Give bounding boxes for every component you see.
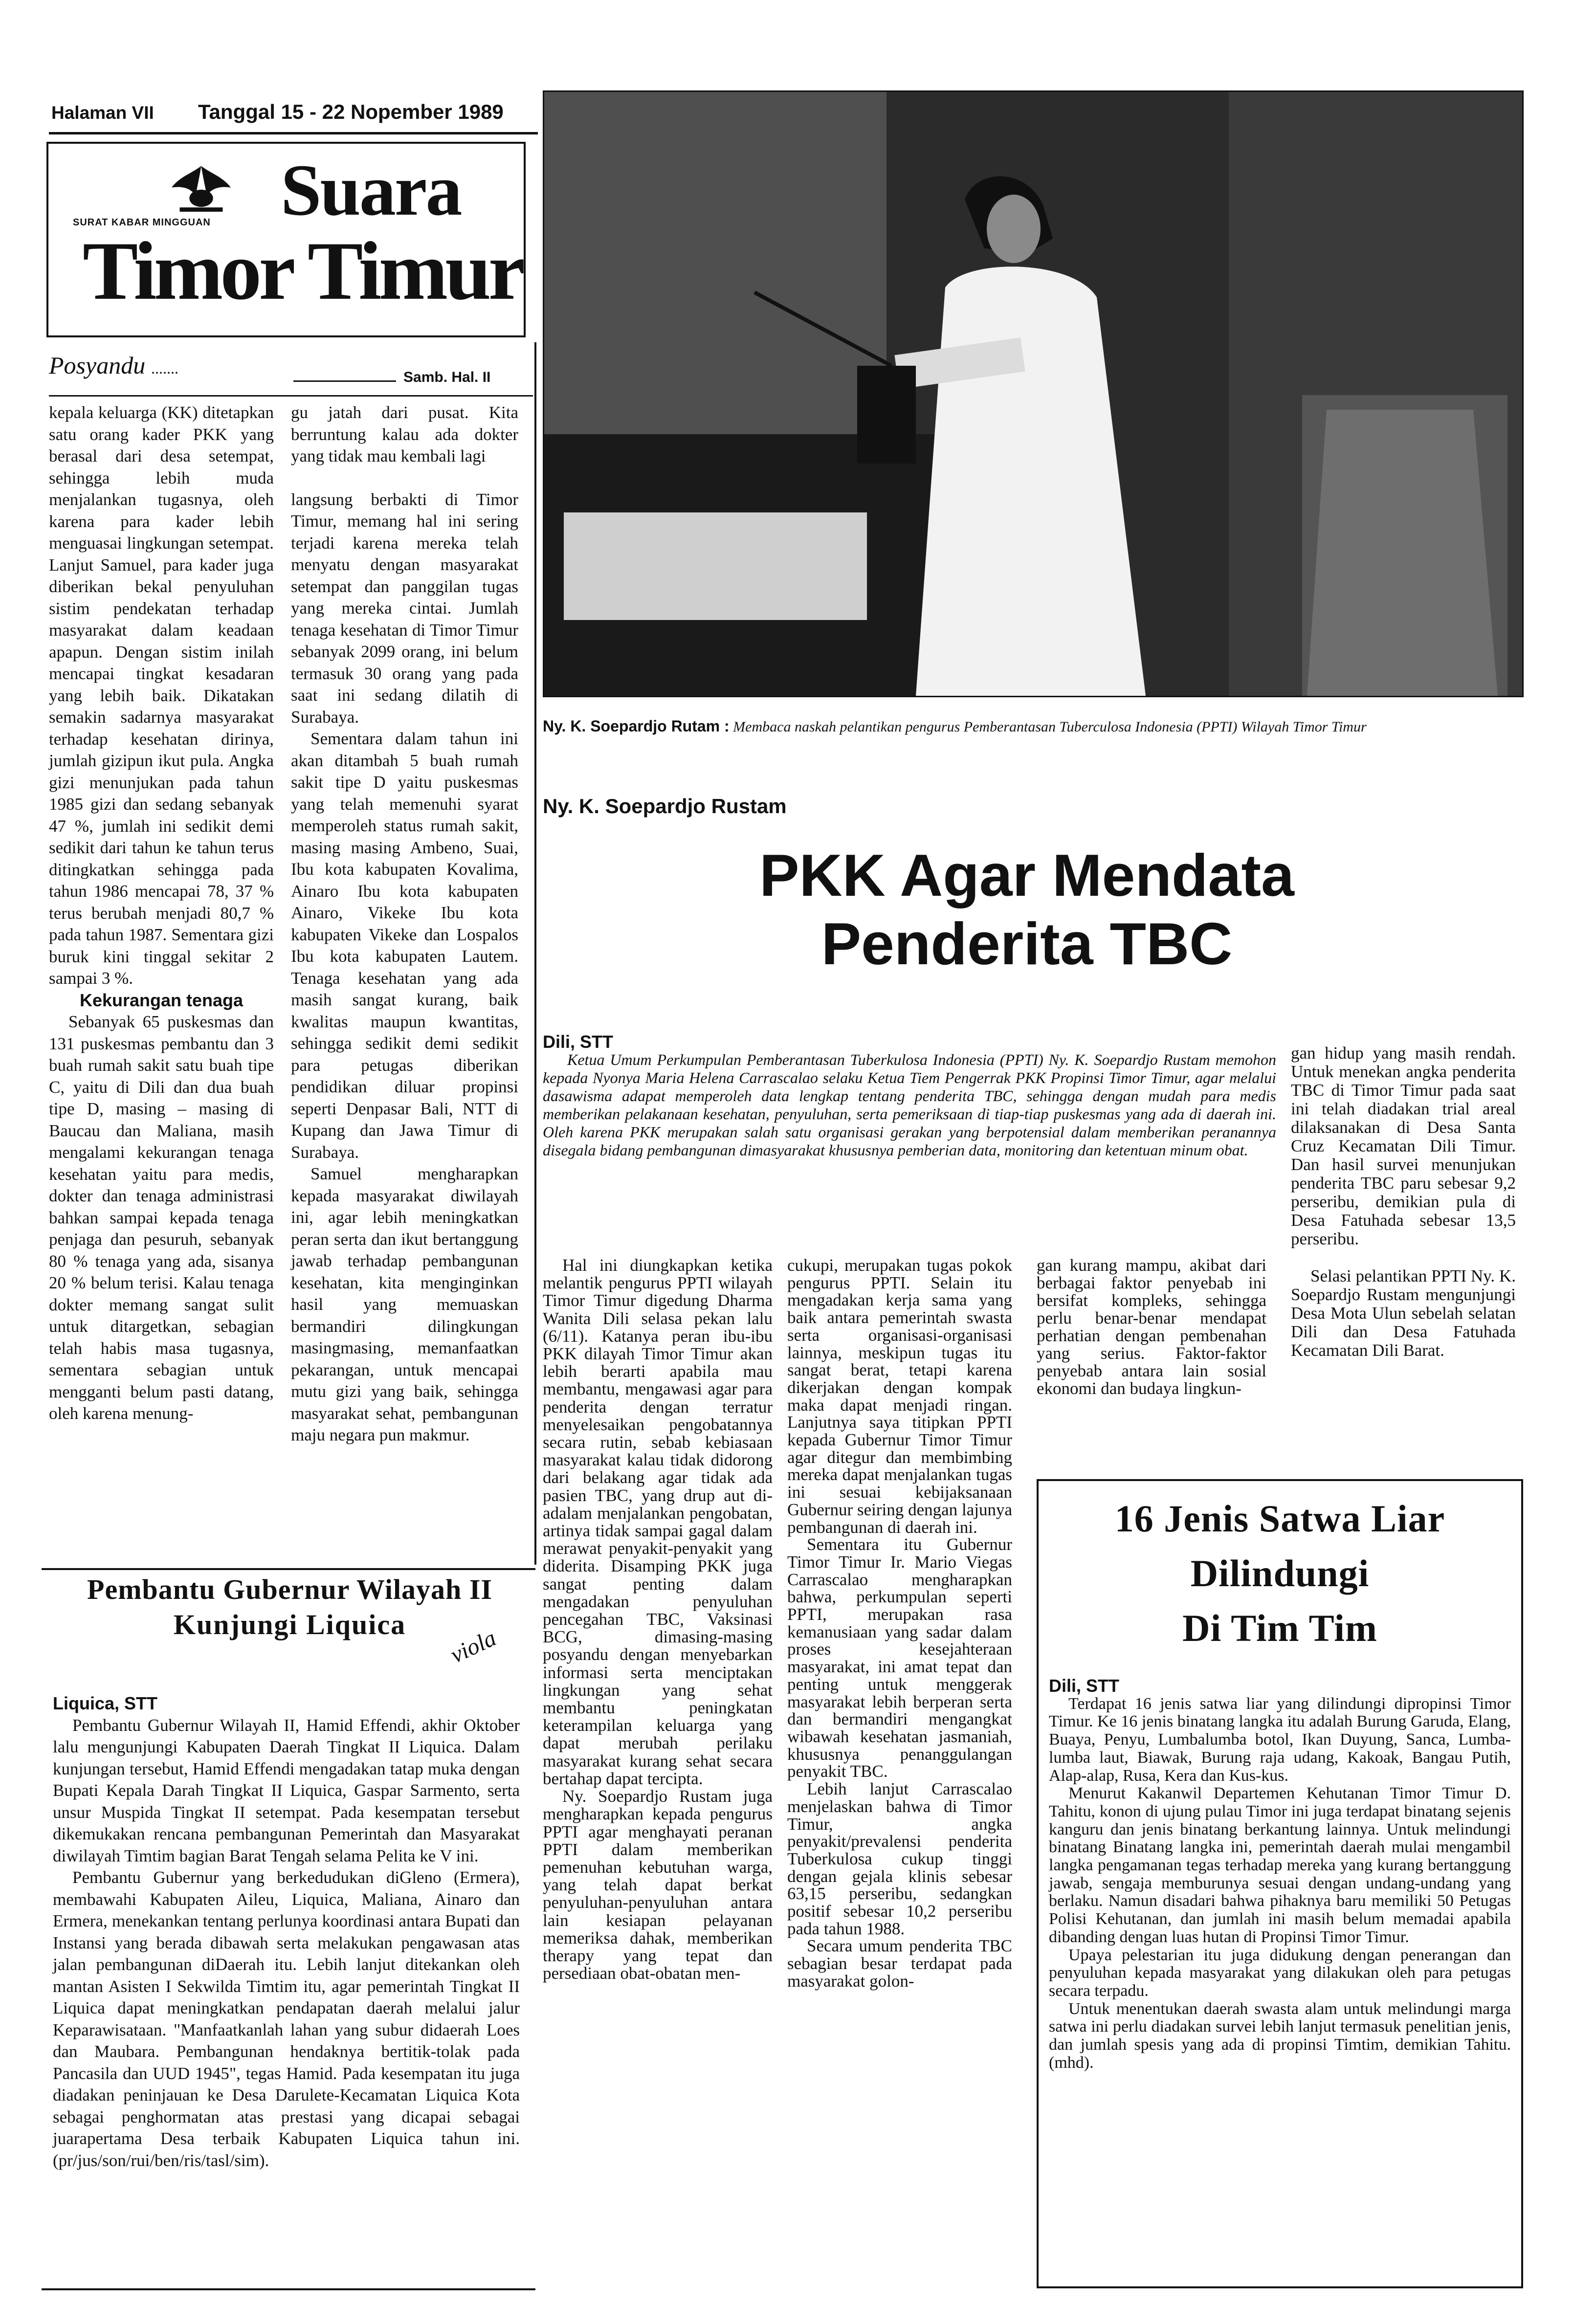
headline-line: Di Tim Tim [1182,1607,1377,1649]
paragraph: Selasi pelantikan PPTI Ny. K. Soepardjo Rustam mengunjungi Desa Mota Ulun sebelah selatan Dili dan Desa Fatuhada Kecamatan Dili Barat. [1291,1266,1516,1360]
satwa-headline [1042,1491,1518,1656]
paragraph: Pembantu Gubernur yang berkedudukan diGleno (Ermera), membawahi Kabupaten Aileu, Liquica, Maliana, Ainaro dan Ermera, menekankan tentang perlunya koordinasi antara Bupati dan Instansi yang berada dibawah serta melakukan pengawasan atas jalan pembangunan diDaerah itu. Lebih lanjut ditekankan oleh mantan Asisten I Sekwilda Timtim itu, agar pemerintah Tingkat II Liquica dapat meningkatkan pendapatan daerah melalui jalur Keparawisataan. "Manfaatkanlah lahan yang subur didaerah Loes dan Maubara. Pembangunan hendaknya bertitik-tolak pada Pancasila dan UUD 1945", tegas Hamid. Pada kesempatan itu juga diadakan peninjauan ke Desa Darulete-Kecamatan Liquica Kota sebagai penghormatan atas prestasi yang dicapai sebagai juarapertama Desa terbaik Kabupaten Liquica tahun ini. (pr/jus/son/rui/ben/ris/tasl/sim). [53,1868,520,2170]
pkk-col-d [1291,1044,1516,1360]
kicker-underline [49,395,533,397]
paragraph: Menurut Kakanwil Departemen Kehutanan Timor Timur D. Tahitu, konon di ujung pulau Timor ini juga terdapat binatang sejenis kanguru dan jenis binatang berkantung lainnya. Untuk melindungi binatang Binatang langka ini, pemerintah daerah mulai mengambil langka pengamanan tegas terhadap mereka yang kurang bertanggung jawab, sengaja memburunya sesuai dengan undang-undang yang berlaku. Namun disadari bahwa pihaknya baru memiliki 50 Petugas Polisi Kehutanan, dan jumlah ini masih belum memadai apabila dibanding dengan luas hutan di Propinsi Timor Timur. [1049,1784,1511,1946]
pembantu-body [53,1693,520,2171]
satwa-body [1049,1677,1511,2072]
paragraph: Sementara itu Gubernur Timor Timur Ir. Mario Viegas Carrascalao mengharapkan bahwa, perkumpulan seperti PPTI, merupakan rasa kemanusiaan yang sadar dalam proses kesejahteraan masyarakat, ini amat tepat dan penting untuk menggerak masyarakat lebih berperan serta dan bermandiri mengangkat wibawah kesehatan jasmaniah, khususnya penanggulangan penyakit TBC. [787,1535,1012,1781]
paragraph: gan hidup yang masih rendah. Untuk menekan angka penderita TBC di Timor Timur pada saat ini telah diadakan trial areal dilaksanakan di Desa Santa Cruz Kecamatan Dili Timur. Dan hasil survei menunjukan penderita TBC paru sebesar 9,2 perseribu, demikian pula di Desa Fatuhada sebesar 13,5 perseribu. [1291,1043,1516,1248]
handwritten-note: viola [446,1625,500,1668]
story-bottom-rule [42,2288,535,2290]
caption-name: Ny. K. Soepardjo Rutam : [543,717,730,735]
photo-scene [544,92,1522,696]
paragraph: Ny. Soepardjo Rustam juga mengharapkan kepada pengurus PPTI agar menghayati peranan PPTI dalam memberikan pemenuhan kebutuhan warga, yang telah dapat berkat penyuluhan-penyuluhan antara lain kesiapan pelayanan memeriksa dahak, memberikan therapy yang tepat dan persediaan obat-obatan men- [543,1787,773,1983]
masthead [46,142,526,337]
paragraph: Upaya pelestarian itu juga didukung dengan penerangan dan penyuluhan kepada masyarakat yang dilakukan oleh para petugas secara terpadu. [1049,1946,1511,2000]
kicker [49,351,179,379]
paragraph: Sementara dalam tahun ini akan ditambah 5 buah rumah sakit tipe D yaitu puskesmas yang telah memenuhi syarat memperoleh status rumah sakit, masing masing Ambeno, Suai, Ibu kota kabupaten Kovalima, Ainaro Ibu kota kabupaten Ainaro, Vikeke Ibu kota kabupaten Vikeke dan Lospalos Ibu kota kabupaten Lautem. Tenaga kesehatan yang ada masih sangat kurang, baik kwalitas maupun kwantitas, sehingga sedikit demi sedikit para petugas diberikan pendidikan diluar propinsi seperti Denpasar Bali, NTT di Kupang dan Jawa Timur di Surabaya. [291,729,518,1162]
paragraph: langsung berbakti di Timor Timur, memang hal ini sering terjadi karena mereka telah menyatu dengan masyarakat setempat dan panggilan tugas yang mereka cintai. Jumlah tenaga kesehatan di Timor Timur sebanyak 2099 orang, ini belum termasuk 30 orang yang pada saat ini sedang dilatih di Surabaya. [291,489,518,727]
photo-caption [543,715,1521,738]
emblem-icon [168,163,234,217]
column-rule [534,342,536,1565]
posyandu-col1 [49,402,274,1425]
news-photo [543,90,1524,697]
header-rule [49,132,538,134]
paragraph: kepala keluarga (KK) ditetapkan satu orang kader PKK yang berasal dari desa setempat, sehingga lebih muda menjalankan tugasnya, oleh karena para kader lebih menguasai lingkungan setempat. Lanjut Samuel, para kader juga diberikan bekal penyuluhan sistim pendekatan terhadap masyarakat dalam keadaan apapun. Dengan sistim inilah mencapai tingkat kesadaran yang lebih baik. Dikatakan semakin sadarnya masyarakat terhadap kesehatan dirinya, jumlah gizipun ikut pula. Angka gizi menunjukan pada tahun 1985 gizi dan sedang sebanyak 47 %, jumlah ini sedikit demi sedikit dari tahun ke tahun terus ditingkatkan sehingga pada tahun 1986 mencapai 78, 37 % terus berubah menjadi 80,7 % pada tahun 1987. Sementara gizi buruk kini tinggal sekitar 2 sampai 3 %. [49,403,274,988]
headline-line: Pembantu Gubernur Wilayah II [87,1573,492,1605]
masthead-tagline: SURAT KABAR MINGGUAN [73,217,211,228]
masthead-timor-timur: Timor Timur [83,225,523,317]
paragraph: Terdapat 16 jenis satwa liar yang dilindungi dipropinsi Timor Timur. Ke 16 jenis binatang langka itu adalah Burung Garuda, Elang, Buaya, Penyu, Lumbalumba botol, Ikan Duyung, Sanca, Lumba-lumba laut, Biawak, Burung raja udang, Kakoak, Bangau Putih, Alap-alap, Rusa, Kera dan Kus-kus. [1049,1694,1511,1785]
posyandu-col2 [291,402,518,1446]
kicker-label: Posyandu [49,352,146,379]
story-rule [42,1568,535,1570]
kicker-dots: ....... [151,359,179,377]
kicker-rule [293,380,396,382]
pkk-col-c [1037,1257,1266,1397]
continued-label: Samb. Hal. II [403,369,491,385]
paragraph: Pembantu Gubernur Wilayah II, Hamid Effendi, akhir Oktober lalu mengunjungi Kabupaten Daerah Tingkat II Liquica. Dalam kunjungan tersebut, Hamid Effendi mengadakan tatap muka dengan Bupati Kepala Darah Tingkat II Liquica, Gaspar Sarmento, serta unsur Muspida Tingkat II setempat. Pada kesempatan tersebut dikemukakan rencana pembangunan Pemerintah dan Masyarakat diwilayah Timtim bagian Barat Tengah selama Pelita ke V ini. [53,1715,520,1865]
paragraph: Samuel mengharapkan kepada masyarakat diwilayah ini, agar lebih meningkatkan peran serta dan ikut bertanggung jawab terhadap pembangunan kesehatan, kita menginginkan hasil yang memuaskan bermandiri dilingkungan masingmasing, memanfaatkan pekarangan, untuk mencapai mutu gizi yang baik, sehingga masyarakat sehat, pembangunan maju negara pun makmur. [291,1164,518,1444]
caption-text: Membaca naskah pelantikan pengurus Pemberantasan Tuberculosa Indonesia (PPTI) Wilayah Timor Timur [733,719,1367,735]
subhead: Kekurangan tenaga [79,990,244,1010]
pkk-col-a [543,1257,773,1982]
paragraph: Sebanyak 65 puskesmas dan 131 puskesmas pembantu dan 3 buah rumah sakit satu buah tipe C, yaitu di Dili dan dua buah tipe D, masing – masing di Baucau dan Maliana, masih mengalami kekurangan tenaga kesehatan yaitu para medis, dokter dan tenaga administrasi bahkan sampai kepada tenaga penjaga dan pesuruh, sebanyak 80 % tenaga yang ada, sisanya 20 % belum terisi. Kalau tenaga dokter memang sangat sulit untuk ditargetkan, sebagian telah habis masa tugasnya, sementara sebagian untuk mengganti belum pasti datang, oleh karena menung- [49,1012,274,1423]
paragraph: Lebih lanjut Carrascalao menjelaskan bahwa di Timor Timur, angka penyakit/prevalensi penderita Tuberkulosa cukup tinggi dengan gejala klinis sebesar 63,15 perseribu, sedangkan positif sebesar 10,2 perseribu pada tahun 1988. [787,1779,1012,1938]
paragraph: cukupi, merupakan tugas pokok pengurus PPTI. Selain itu mengadakan kerja sama yang baik antara pemerintah swasta serta organisasi-organisasi lainnya, meskipun tugas itu sangat berat, tetapi karena dikerjakan dengan kompak maka dapat menjadi ringan. Lanjutnya saya titipkan PPTI kepada Gubernur Timor Timur agar ditegur dan membimbing mereka dapat menjalankan tugas ini sesuai kebijaksanaan Gubernur seiring dengan lajunya pembangunan di daerah ini. [787,1256,1012,1537]
headline-line: Dilindungi [1190,1552,1370,1594]
masthead-suara: Suara [281,150,461,231]
paragraph: gu jatah dari pusat. Kita berruntung kalau ada dokter yang tidak mau kembali lagi [291,403,518,465]
dateline: Dili, STT [543,1032,613,1052]
pkk-col-b [787,1257,1012,1990]
page-number: Halaman VII [51,103,154,123]
dateline: Liquica, STT [53,1693,158,1713]
headline-line: Kunjungi Liquica [173,1609,406,1640]
paragraph: Untuk menentukan daerah swasta alam untuk melindungi marga satwa ini perlu diadakan survei lebih lanjut termasuk penelitian jenis, dan jumlah spesis yang ada di propinsi Timtim, demikian Tahitu. (mhd). [1049,1999,1511,2072]
headline-line: PKK Agar Mendata [759,842,1294,908]
pkk-byline: Ny. K. Soepardjo Rustam [543,795,787,818]
lead-paragraph: Ketua Umum Perkumpulan Pemberantasan Tuberkulosa Indonesia (PPTI) Ny. K. Soepardjo Rustam memohon kepada Nyonya Maria Helena Carrascalao selaku Ketua Tiem Pengerrak PKK Propinsi Timor Timur, agar melalui dasawisma adapat memperoleh data lengkap tentang penderita TBC, sehingga dengan mudah para medis memberikan pelakanaan kesehatan, penyuluhan, serta pemeriksaan di tiap-tiap puskesmas yang ada di daerah ini. Oleh karena PKK merupakan salah satu organisasi gerakan yang berpotensial dalam memberikan peranannya disegala bidang pembangunan dimasyarakat khususnya pemberian data, monitoring dan ketentuan minum obat. [543,1051,1276,1159]
dateline: Dili, STT [1049,1676,1119,1696]
pkk-headline [685,841,1369,978]
pkk-lead [543,1033,1276,1159]
headline-line: Penderita TBC [821,910,1233,977]
issue-date: Tanggal 15 - 22 Nopember 1989 [198,100,504,123]
paragraph: Secara umum penderita TBC sebagian besar terdapat pada masyarakat golon- [787,1936,1012,1991]
paragraph: Hal ini diungkapkan ketika melantik pengurus PPTI wilayah Timor Timur digedung Dharma Wanita Dili selasa pekan lalu (6/11). Katanya peran ibu-ibu PKK dilayah Timor Timur akan lebih berarti apabila mau membantu, mengawasi agar para penderita dengan terratur menyelesaikan pengobatannya secara rutin, sebab kebiasaan masyarakat kalau tidak didorong dari belakang agar tidak ada pasien TBC, yang drup aut di-adalam menjalankan pengobatan, artinya tidak sampai gagal dalam merawat penyakit-penyakit yang diderita. Disamping PKK juga sangat penting dalam mengadakan penyuluhan pencegahan TBC, Vaksinasi BCG, dimasing-masing posyandu dengan menyebarkan informasi serta menciptakan lingkungan yang sehat membantu peningkatan keterampilan keluarga yang dapat merubah perilaku masyarakat kurang sehat secara bertahap dapat tercipta. [543,1256,773,1788]
paragraph: gan kurang mampu, akibat dari berbagai faktor penyebab ini bersifat kompleks, sehingga perlu benar-benar mendapat perhatian dengan pembenahan yang serius. Faktor-faktor penyebab antara lain sosial ekonomi dan budaya lingkun- [1037,1256,1266,1398]
headline-line: 16 Jenis Satwa Liar [1114,1497,1445,1540]
pembantu-headline [44,1572,535,1642]
